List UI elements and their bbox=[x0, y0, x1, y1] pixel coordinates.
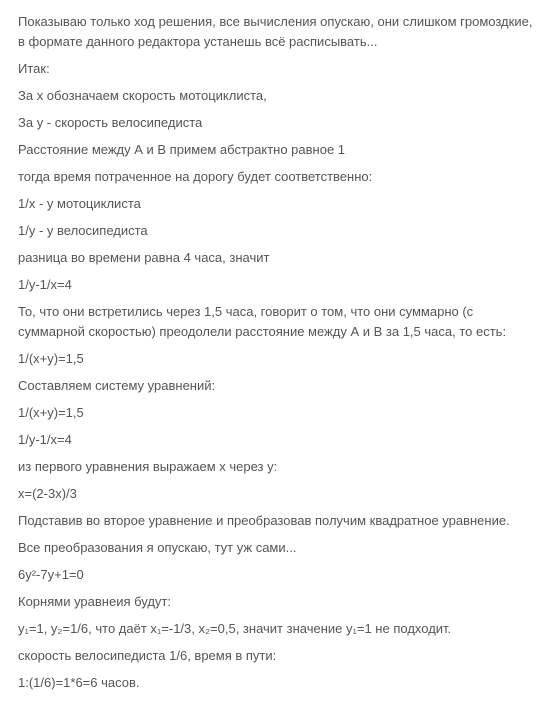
text-line: За x обозначаем скорость мотоциклиста, bbox=[18, 88, 267, 103]
text-line: Итак: bbox=[18, 61, 50, 76]
answer-body bbox=[18, 12, 542, 700]
formula-line: 1:(1/6)=1*6=6 часов. bbox=[18, 675, 140, 690]
text-line: За y - скорость велосипедиста bbox=[18, 115, 203, 130]
formula-line: 1/y-1/x=4 bbox=[18, 432, 72, 447]
formula-line: 6y²-7y+1=0 bbox=[18, 567, 84, 582]
intro-paragraph: Показываю только ход решения, все вычисления опускаю, они слишком громоздкие, в формате данного редактора устанешь всё расписывать... bbox=[18, 14, 533, 49]
text-paragraph: То, что они встретились через 1,5 часа, говорит о том, что они суммарно (с суммарной скоростью) преодолели расстояние между А и В за 1,5 часа, то есть: bbox=[18, 304, 507, 339]
formula-line: 1/y - у велосипедиста bbox=[18, 223, 148, 238]
formula-line: 1/y-1/x=4 bbox=[18, 277, 72, 292]
formula-line: x=(2-3x)/3 bbox=[18, 486, 77, 501]
text-line: из первого уравнения выражаем x через y: bbox=[18, 459, 278, 474]
formula-line: 1/x - у мотоциклиста bbox=[18, 196, 141, 211]
formula-line: 1/(x+y)=1,5 bbox=[18, 405, 84, 420]
formula-line: 1/(x+y)=1,5 bbox=[18, 351, 84, 366]
text-line: тогда время потраченное на дорогу будет соответственно: bbox=[18, 169, 373, 184]
text-line: Все преобразования я опускаю, тут уж сами... bbox=[18, 540, 297, 555]
text-line: Составляем систему уравнений: bbox=[18, 378, 216, 393]
formula-line: y₁=1, y₂=1/6, что даёт x₁=-1/3, x₂=0,5, значит значение y₁=1 не подходит. bbox=[18, 621, 452, 636]
text-line: разница во времени равна 4 часа, значит bbox=[18, 250, 270, 265]
text-line: Подставив во второе уравнение и преобразовав получим квадратное уравнение. bbox=[18, 513, 510, 528]
text-line: Расстояние между А и В примем абстрактно равное 1 bbox=[18, 142, 346, 157]
text-line: скорость велосипедиста 1/6, время в пути: bbox=[18, 648, 277, 663]
text-line: Корнями уравнеия будут: bbox=[18, 594, 171, 609]
